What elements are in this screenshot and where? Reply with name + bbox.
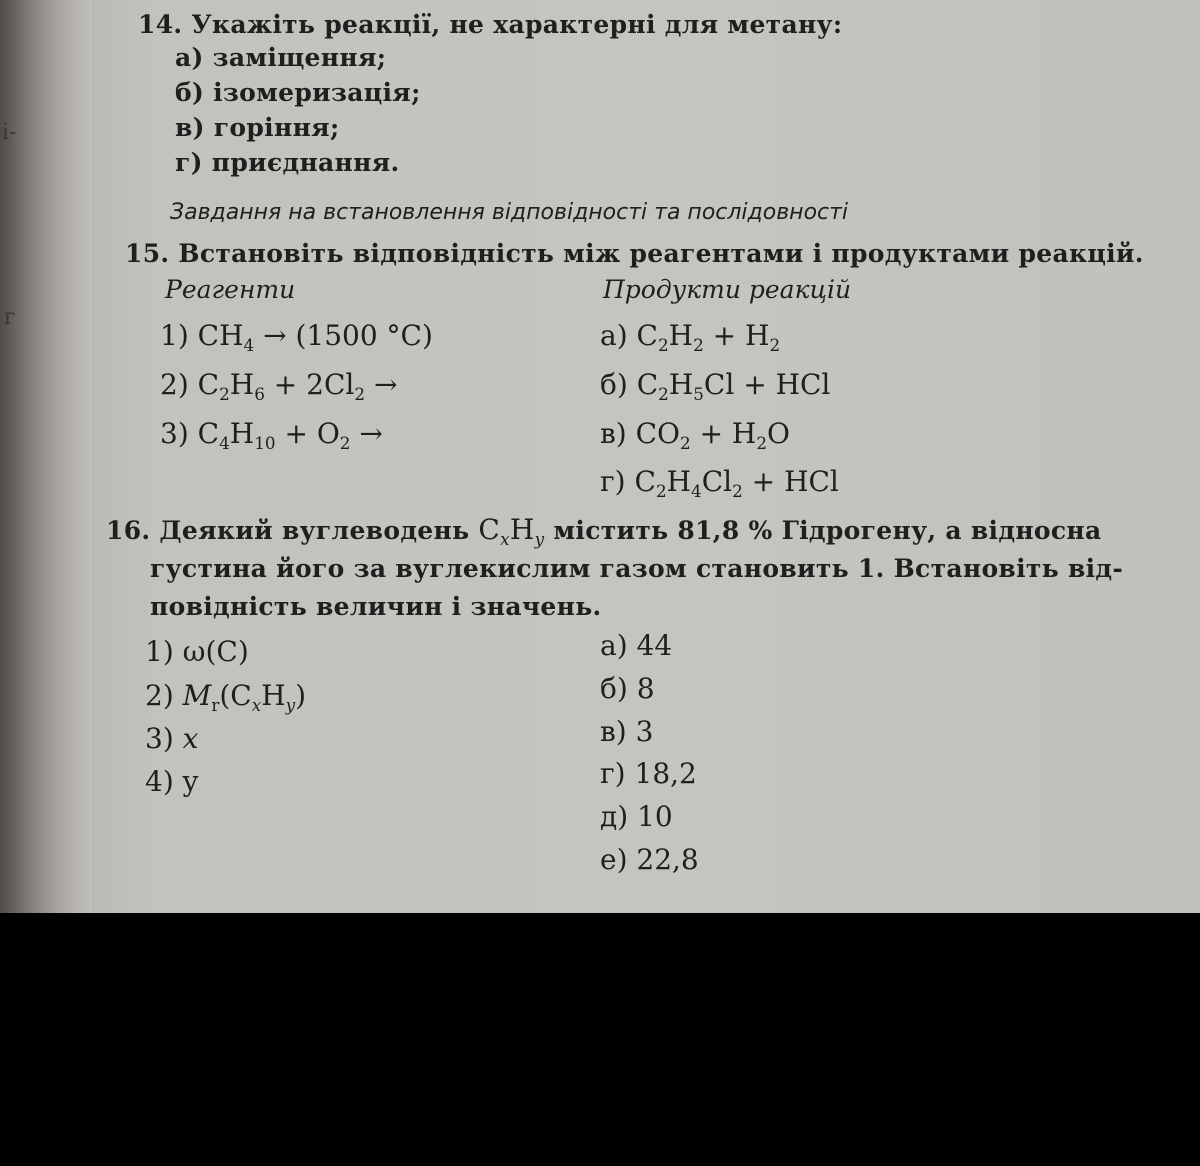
q15-product-b [600,368,831,404]
q16-value-a [600,629,673,662]
q16-value-c [600,715,654,748]
reagent-1-label: 1) [160,319,189,352]
value-c-value: 3 [635,715,654,748]
q15-reagent-2 [160,368,398,404]
product-c-label: в) [600,417,627,450]
q14-option-d: г) приєднання. [175,148,400,177]
value-e-label: д) [600,800,629,833]
value-a-label: а) [600,629,628,662]
value-f-label: е) [600,843,628,876]
reagent-1-formula: $CH_4 \to (1500$ °C) [197,319,433,355]
quantity-2-value: $M_r(C_xH_y)$ [182,679,307,715]
q16-value-f [600,843,699,876]
quantity-1-value: ω(C) [182,635,249,668]
quantity-4-label: 4) [145,765,174,798]
q16-line2: густина його за вуглекислим газом становить 1. Встановіть від- [150,554,1124,583]
q15-col-reagents: Реагенти [165,275,296,304]
margin-fragment-mid: г [4,305,16,330]
q16-value-b [600,672,655,705]
margin-fragment-top: і- [2,120,17,145]
quantity-4-value: y [182,765,199,798]
value-b-label: б) [600,672,628,705]
product-d-formula: $C_2H_4Cl_2$ + HCl [634,465,839,501]
q16-line3: повідність величин і значень. [150,592,602,621]
value-a-value: 44 [636,629,673,662]
quantity-2-label: 2) [145,679,174,712]
value-e-value: 10 [637,800,673,833]
black-bottom-area [0,913,1200,1166]
reagent-2-label: 2) [160,368,189,401]
q14-option-a: а) заміщення; [175,43,387,72]
product-a-formula: $C_2H_2 + H_2$ [636,319,781,355]
product-a-label: а) [600,319,628,352]
q14-option-b: б) ізомеризація; [175,78,421,107]
product-d-label: г) [600,465,626,498]
product-b-formula: $C_2H_5Cl$ + HCl [636,368,831,404]
q16-quantity-2 [145,679,307,715]
q16-formula: $C_xH_y$ [478,513,545,549]
q16-line1-start: 16. Деякий вуглеводень [106,516,470,545]
reagent-3-formula: $C_4H_{10} + O_2$ → [197,417,383,453]
value-b-value: 8 [636,672,655,705]
value-c-label: в) [600,715,627,748]
q14-title: 14. Укажіть реакції, не характерні для метану: [138,10,843,39]
value-d-value: 18,2 [634,757,697,790]
q15-product-c [600,417,791,453]
q16-quantity-3 [145,722,199,755]
q15-product-d [600,465,839,501]
q15-reagent-1 [160,319,433,355]
q16-quantity-1 [145,635,249,668]
q16-line1-end: містить 81,8 % Гідрогену, а відносна [553,516,1102,545]
product-c-formula: $CO_2 + H_2O$ [635,417,791,453]
q15-col-products: Продукти реакцій [603,275,852,304]
q15-title: 15. Встановіть відповідність між реагентами і продуктами реакцій. [125,239,1144,268]
value-f-value: 22,8 [636,843,699,876]
q16-value-e [600,800,673,833]
quantity-3-label: 3) [145,722,174,755]
quantity-3-value: x [182,722,199,755]
q16-line1 [106,513,1102,549]
reagent-2-formula: $C_2H_6 + 2Cl_2$ → [197,368,398,404]
value-d-label: г) [600,757,626,790]
q14-option-c: в) горіння; [175,113,340,142]
product-b-label: б) [600,368,628,401]
section-heading: Завдання на встановлення відповідності та послідовності [170,200,849,225]
q16-quantity-4 [145,765,199,798]
q15-product-a [600,319,781,355]
q16-value-d [600,757,697,790]
q15-reagent-3 [160,417,383,453]
reagent-3-label: 3) [160,417,189,450]
quantity-1-label: 1) [145,635,174,668]
